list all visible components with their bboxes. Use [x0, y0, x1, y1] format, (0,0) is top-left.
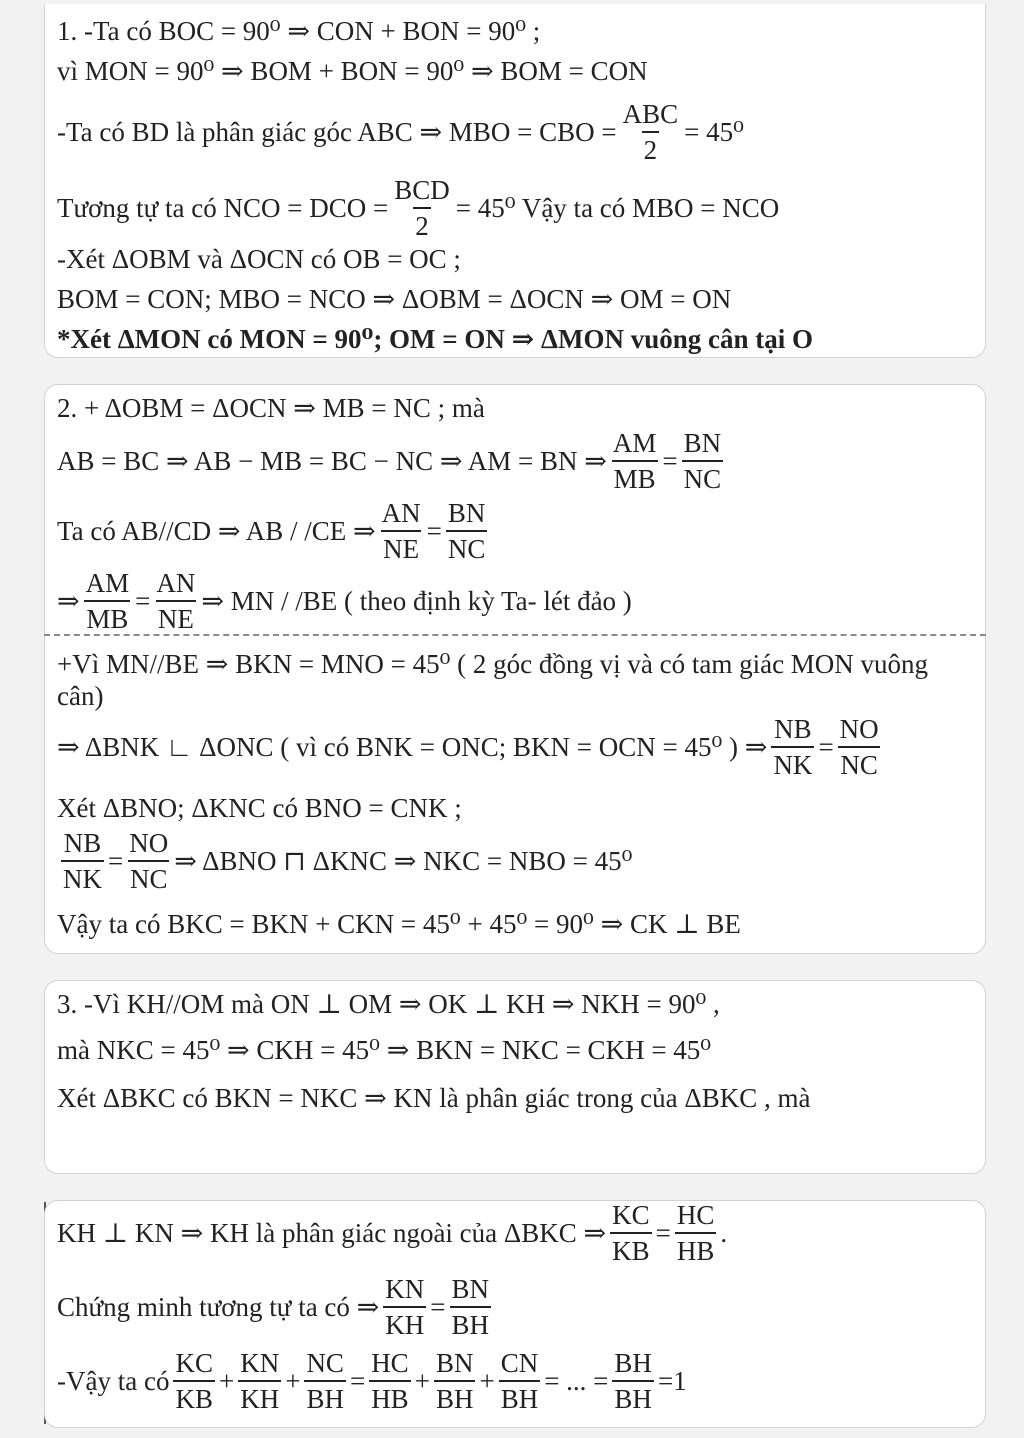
s2-line-2-text: AB = BC ⇒ AB − MB = BC − NC ⇒ AM = BN ⇒ — [57, 445, 607, 476]
denominator: MB — [612, 460, 658, 493]
fraction — [392, 176, 452, 241]
numerator: NC — [306, 1348, 344, 1378]
s4-line-3 — [57, 1349, 687, 1414]
fraction — [675, 1201, 717, 1266]
s4-line-2 — [57, 1275, 495, 1340]
s3-line-2: mà NKC = 45⁰ ⇒ CKH = 45⁰ ⇒ BKN = NKC = CKH = 45⁰ — [57, 1035, 712, 1065]
s2-line-1: 2. + ΔOBM = ΔOCN ⇒ MB = NC ; mà — [57, 393, 485, 423]
numerator: BH — [614, 1348, 652, 1378]
numerator: NO — [129, 828, 169, 858]
denominator: NE — [381, 530, 421, 563]
numerator: HC — [676, 1200, 715, 1230]
plus-sign: + — [479, 1365, 495, 1396]
equals-sign: = — [430, 1291, 446, 1322]
s1-line-6: BOM = CON; MBO = NCO ⇒ ΔOBM = ΔOCN ⇒ OM = ON — [57, 284, 732, 314]
denominator: KH — [238, 1380, 281, 1413]
s4-line-1-text: KH ⊥ KN ⇒ KH là phân giác ngoài của ΔBKC ⇒ — [57, 1217, 607, 1248]
implies-sign: ⇒ — [57, 585, 80, 616]
denominator: NC — [446, 530, 488, 563]
denominator: KB — [610, 1232, 652, 1265]
s4-line-1 — [57, 1201, 727, 1266]
s2-line-9-tail: ⇒ ΔBNO ⊓ ΔKNC ⇒ NKC = NBO = 45⁰ — [174, 845, 633, 876]
denominator: BH — [304, 1380, 346, 1413]
s1-line-2: vì MON = 90⁰ ⇒ BOM + BON = 90⁰ ⇒ BOM = CON — [57, 56, 648, 86]
denominator: NC — [128, 860, 170, 893]
fraction — [682, 429, 724, 494]
s1-line-3-text: -Ta có BD là phân giác góc ABC ⇒ MBO = CBO = — [57, 116, 617, 147]
section-4-card — [44, 1200, 986, 1428]
fraction — [610, 1201, 652, 1266]
numerator: NB — [774, 714, 812, 744]
fraction — [380, 499, 423, 564]
plus-sign: + — [218, 1365, 235, 1396]
fraction — [450, 1275, 492, 1340]
denominator: HB — [369, 1380, 411, 1413]
ellipsis-equals: = ... = — [544, 1365, 609, 1396]
s1-line-1: 1. -Ta có BOC = 90⁰ ⇒ CON + BON = 90⁰ ; — [57, 16, 541, 46]
fraction — [838, 715, 881, 780]
numerator: KC — [175, 1348, 213, 1378]
numerator: AM — [85, 568, 130, 598]
denominator: 2 — [642, 131, 660, 164]
s2-line-5: +Vì MN//BE ⇒ BKN = MNO = 45⁰ ( 2 góc đồng vị và có tam giác MON vuông — [57, 649, 929, 679]
fraction — [434, 1349, 476, 1414]
s1-line-4-tail: = 45⁰ Vậy ta có MBO = NCO — [455, 192, 780, 223]
numerator: BN — [447, 498, 486, 528]
denominator: KB — [173, 1380, 215, 1413]
denominator: NE — [156, 600, 196, 633]
fraction — [621, 100, 681, 165]
s4-line-3-text: -Vậy ta có — [57, 1365, 170, 1396]
numerator: AN — [156, 568, 196, 598]
equals-sign: = — [662, 445, 678, 476]
s1-line-4 — [57, 176, 779, 241]
denominator: NC — [682, 460, 724, 493]
denominator: HB — [675, 1232, 717, 1265]
fraction — [611, 429, 659, 494]
fraction — [61, 829, 104, 894]
fraction — [612, 1349, 654, 1414]
fraction — [383, 1275, 426, 1340]
denominator: BH — [499, 1380, 541, 1413]
fraction — [771, 715, 814, 780]
s2-line-10: Vậy ta có BKC = BKN + CKN = 45⁰ + 45⁰ = 90⁰ ⇒ CK ⊥ BE — [57, 909, 741, 939]
numerator: ABC — [622, 99, 679, 129]
fraction — [304, 1349, 346, 1414]
s2-line-3 — [57, 499, 491, 564]
numerator: KN — [385, 1274, 425, 1304]
fraction — [84, 569, 132, 634]
equals-sign: = — [655, 1217, 671, 1248]
fraction — [173, 1349, 215, 1414]
plus-sign: + — [414, 1365, 430, 1396]
equals-sign: = — [349, 1365, 366, 1396]
s2-line-7 — [57, 715, 885, 780]
s2-line-8: Xét ΔBNO; ΔKNC có BNO = CNK ; — [57, 793, 462, 823]
s2-line-7-text: ⇒ ΔBNK ∟ ΔONC ( vì có BNK = ONC; BKN = OCN = 45⁰ ) ⇒ — [57, 731, 768, 762]
equals-sign: = — [135, 585, 151, 616]
equals-sign: = — [426, 515, 442, 546]
fraction — [369, 1349, 411, 1414]
s1-line-5: -Xét ΔOBM và ΔOCN có OB = OC ; — [57, 244, 461, 274]
denominator: BH — [450, 1306, 492, 1339]
numerator: NB — [63, 828, 102, 858]
s1-line-7: *Xét ΔMON có MON = 90⁰; OM = ON ⇒ ΔMON vuông cân tại O — [57, 324, 813, 354]
s2-line-2 — [57, 429, 727, 494]
numerator: BN — [683, 428, 722, 458]
numerator: CN — [500, 1348, 539, 1378]
result-one: =1 — [657, 1365, 687, 1396]
period: . — [720, 1217, 728, 1248]
denominator: NC — [838, 746, 880, 779]
fraction — [238, 1349, 281, 1414]
s3-line-3: Xét ΔBKC có BKN = NKC ⇒ KN là phân giác trong của ΔBKC , mà — [57, 1083, 811, 1113]
fraction — [154, 569, 197, 634]
denominator: BH — [434, 1380, 476, 1413]
denominator: 2 — [413, 207, 431, 240]
section-2-card — [44, 384, 986, 954]
s2-line-9 — [57, 829, 632, 894]
s1-line-4-text: Tương tự ta có NCO = DCO = — [57, 192, 389, 223]
equals-sign: = — [108, 845, 124, 876]
numerator: NO — [839, 714, 879, 744]
numerator: BCD — [394, 175, 450, 205]
section-3-card — [44, 980, 986, 1174]
plus-sign: + — [285, 1365, 301, 1396]
denominator: NK — [771, 746, 814, 779]
s1-line-3-tail: = 45⁰ — [684, 116, 744, 147]
section-2-divider — [44, 634, 986, 636]
denominator: NK — [61, 860, 104, 893]
numerator: AM — [612, 428, 657, 458]
numerator: KN — [240, 1348, 280, 1378]
numerator: HC — [371, 1348, 409, 1378]
s2-line-3-text: Ta có AB//CD ⇒ AB / /CE ⇒ — [57, 515, 376, 546]
fraction — [499, 1349, 541, 1414]
denominator: MB — [84, 600, 130, 633]
s3-line-1: 3. -Vì KH//OM mà ON ⊥ OM ⇒ OK ⊥ KH ⇒ NKH = 90⁰ , — [57, 989, 720, 1019]
section-1-card — [44, 4, 986, 358]
denominator: KH — [383, 1306, 426, 1339]
s4-line-2-text: Chứng minh tương tự ta có ⇒ — [57, 1291, 380, 1322]
s2-line-6: cân) — [57, 681, 104, 711]
numerator: BN — [435, 1348, 474, 1378]
fraction — [446, 499, 488, 564]
numerator: KC — [612, 1200, 650, 1230]
denominator: BH — [612, 1380, 654, 1413]
fraction — [127, 829, 170, 894]
s1-line-3 — [57, 100, 744, 165]
s2-line-4 — [57, 569, 632, 634]
numerator: AN — [381, 498, 421, 528]
equals-sign: = — [818, 731, 834, 762]
numerator: BN — [451, 1274, 490, 1304]
s2-line-4-tail: ⇒ MN / /BE ( theo định kỳ Ta- lét đảo ) — [201, 585, 632, 616]
